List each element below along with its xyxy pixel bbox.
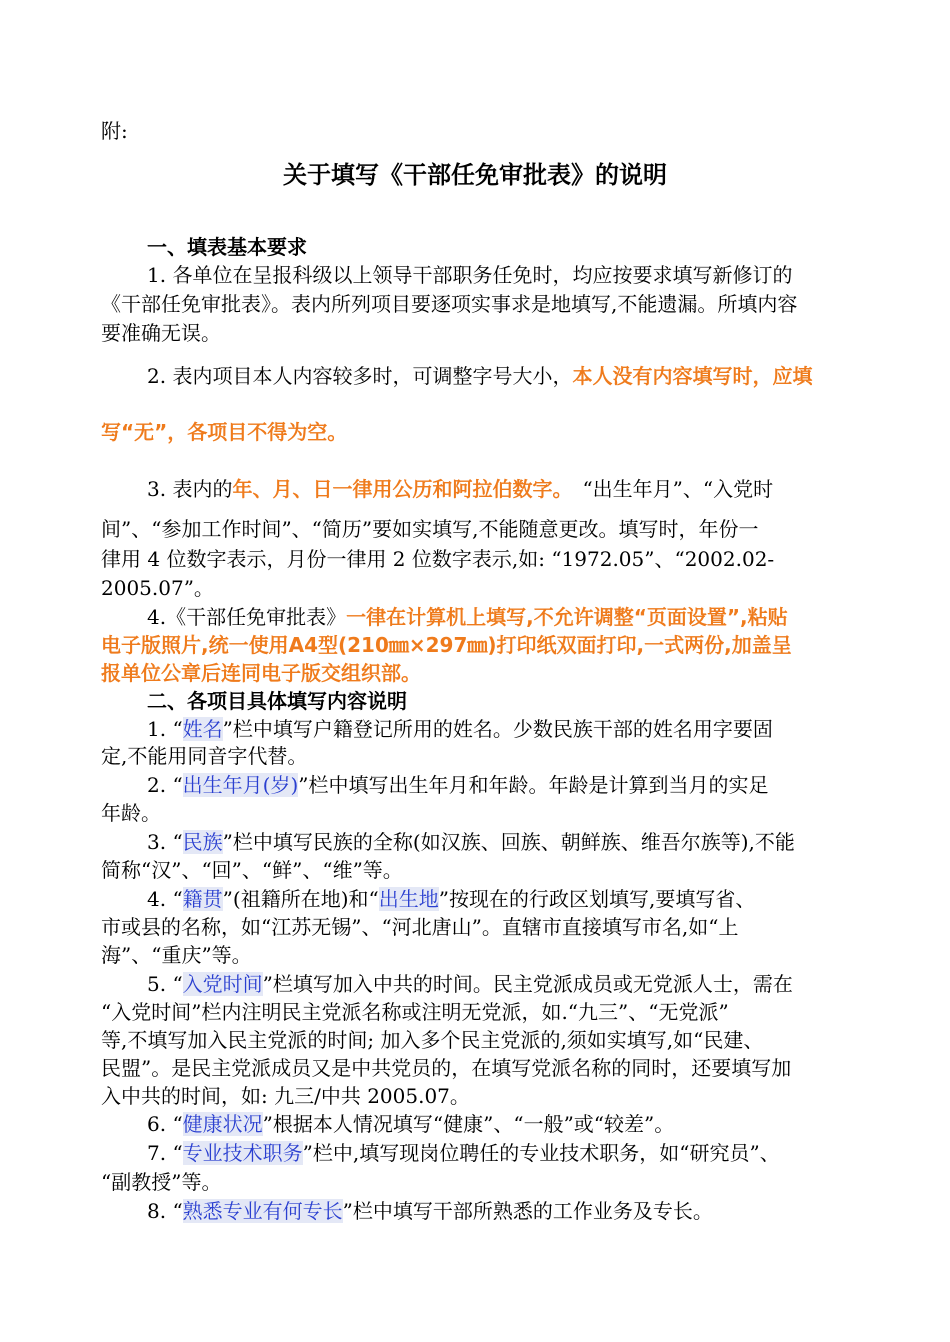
item-2-post: ”栏中填写出生年月和年龄。年龄是计算到当月的实足 (298, 773, 769, 797)
para-3-line-4: 2005.07”。 (101, 576, 214, 600)
para-2-line-1 (147, 363, 812, 389)
para-4-text: 4.《干部任免审批表》 (147, 605, 347, 629)
item-4-field-2: 出生地 (378, 887, 439, 911)
para-1-line-3: 要准确无误。 (101, 321, 221, 345)
item-3-line-1 (147, 829, 795, 855)
para-2-emphasis: 本人没有内容填写时，应填 (572, 364, 813, 388)
item-1-post: ”栏中填写户籍登记所用的姓名。少数民族干部的姓名用字要固 (222, 717, 773, 741)
item-2-line-2: 年龄。 (101, 801, 161, 825)
item-5-pre: 5. “ (147, 972, 183, 996)
page-title: 关于填写《干部任免审批表》的说明 (283, 161, 667, 189)
para-3-line-1 (147, 476, 773, 502)
item-8-field: 熟悉专业有何专长 (182, 1199, 343, 1223)
para-1-line-1: 1. 各单位在呈报科级以上领导干部职务任免时，均应按要求填写新修订的 (147, 263, 793, 287)
item-4-line-2: 市或县的名称，如“江苏无锡”、“河北唐山”。直辖市直接填写市名,如“上 (101, 915, 739, 939)
item-4-field: 籍贯 (182, 887, 223, 911)
item-4-pre: 4. “ (147, 887, 183, 911)
item-3-pre: 3. “ (147, 830, 183, 854)
item-4-line-1 (147, 886, 755, 912)
section-heading-1: 一、填表基本要求 (147, 235, 307, 259)
item-3-line-2: 简称“汉”、“回”、“鲜”、“维”等。 (101, 858, 403, 882)
item-5-line-2: “入党时间”栏内注明民主党派名称或注明无党派，如.“九三”、“无党派” (101, 1000, 729, 1024)
item-6-post: ”根据本人情况填写“健康”、“一般”或“较差”。 (262, 1112, 675, 1136)
item-5-line-4: 民盟”。是民主党派成员又是中共党员的，在填写党派名称的同时，还要填写加 (101, 1056, 792, 1080)
item-3-post: ”栏中填写民族的全称(如汉族、回族、朝鲜族、维吾尔族等),不能 (222, 830, 795, 854)
para-3-text: 3. 表内的 (147, 477, 233, 501)
item-1-line-1 (147, 716, 773, 742)
item-1-pre: 1. “ (147, 717, 183, 741)
item-8-line-1 (147, 1198, 713, 1224)
item-1-field: 姓名 (182, 717, 223, 741)
para-3-line-3: 律用 4 位数字表示，月份一律用 2 位数字表示,如: “1972.05”、“2002.02- (101, 547, 775, 571)
item-5-line-5: 入中共的时间，如: 九三/中共 2005.07。 (101, 1084, 470, 1108)
para-3-text-2: “出生年月”、“入党时 (582, 477, 774, 501)
para-4-emphasis: 一律在计算机上填写,不允许调整“页面设置”,粘贴 (346, 605, 788, 629)
para-1-line-2: 《干部任免审批表》。表内所列项目要逐项实事求是地填写,不能遗漏。所填内容 (101, 292, 798, 316)
para-4-line-3: 报单位公章后连同电子版交组织部。 (101, 661, 421, 685)
item-7-post: ”栏中,填写现岗位聘任的专业技术职务，如“研究员”、 (302, 1141, 780, 1165)
item-3-field: 民族 (182, 830, 223, 854)
item-4-line-3: 海”、“重庆”等。 (101, 943, 252, 967)
item-4-mid: ”(祖籍所在地)和“ (222, 887, 379, 911)
section-heading-2: 二、各项目具体填写内容说明 (147, 689, 407, 713)
item-7-field: 专业技术职务 (182, 1141, 303, 1165)
para-2-line-2: 写“无”，各项目不得为空。 (101, 420, 348, 444)
item-2-field: 出生年月(岁) (182, 773, 299, 797)
item-5-line-1 (147, 971, 793, 997)
item-6-line-1 (147, 1111, 674, 1137)
item-8-post: ”栏中填写干部所熟悉的工作业务及专长。 (342, 1199, 713, 1223)
para-3-line-2: 间”、“参加工作时间”、“简历”要如实填写,不能随意更改。填写时，年份一 (101, 517, 759, 541)
item-7-pre: 7. “ (147, 1141, 183, 1165)
item-4-post: ”按现在的行政区划填写,要填写省、 (438, 887, 756, 911)
item-6-pre: 6. “ (147, 1112, 183, 1136)
para-2-text: 2. 表内项目本人内容较多时，可调整字号大小， (147, 364, 573, 388)
para-4-line-2: 电子版照片,统一使用A4型(210㎜×297㎜)打印纸双面打印,一式两份,加盖呈 (101, 633, 792, 657)
item-6-field: 健康状况 (182, 1112, 263, 1136)
item-5-post: ”栏填写加入中共的时间。民主党派成员或无党派人士，需在 (262, 972, 793, 996)
item-2-line-1 (147, 772, 769, 798)
item-7-line-2: “副教授”等。 (101, 1170, 222, 1194)
item-2-pre: 2. “ (147, 773, 183, 797)
item-1-line-2: 定,不能用同音字代替。 (101, 744, 308, 768)
item-5-line-3: 等,不填写加入民主党派的时间; 加入多个民主党派的,须如实填写,如“民建、 (101, 1028, 764, 1052)
para-4-line-1 (147, 604, 788, 630)
attachment-label: 附: (101, 119, 128, 143)
item-5-field: 入党时间 (182, 972, 263, 996)
item-7-line-1 (147, 1140, 780, 1166)
item-8-pre: 8. “ (147, 1199, 183, 1223)
para-3-emphasis: 年、月、日一律用公历和阿拉伯数字。 (232, 477, 573, 501)
